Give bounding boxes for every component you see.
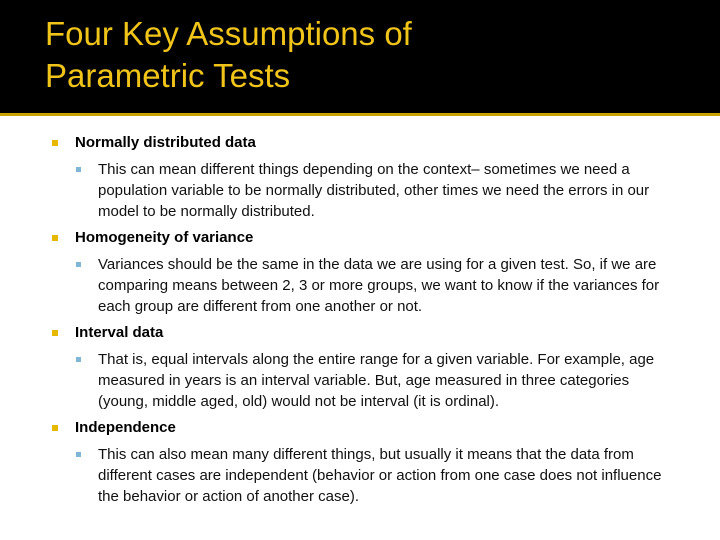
- sub-bullet-text: Variances should be the same in the data we are using for a given test. So, if we are comparing means between 2, 3 or more groups, we want to know if the variances for each group are different from one another or not.: [98, 256, 660, 315]
- bullet-item-independence: [50, 418, 682, 438]
- sub-bullet-independence: [50, 444, 682, 507]
- sub-bullet-text: That is, equal intervals along the entire range for a given variable. For example, age measured in years is an interval variable. But, age measured in three categories (young, middle aged, old) would not be interval (it is ordinal).: [98, 351, 655, 410]
- bullet-heading: Interval data: [75, 324, 164, 341]
- square-bullet-icon: [52, 330, 58, 336]
- bullet-heading: Homogeneity of variance: [75, 229, 254, 246]
- bullet-heading: Normally distributed data: [75, 134, 256, 151]
- sub-bullet-text: This can mean different things depending on the context– sometimes we need a population variable to be normally distributed, other times we need the errors in our model to be normally distributed.: [98, 161, 650, 220]
- slide-title: [45, 13, 685, 97]
- square-bullet-icon: [76, 452, 81, 457]
- sub-bullet-normality: [50, 159, 682, 222]
- square-bullet-icon: [52, 140, 58, 146]
- square-bullet-icon: [52, 425, 58, 431]
- bullet-item-normality: [50, 133, 682, 153]
- square-bullet-icon: [76, 357, 81, 362]
- sub-bullet-homogeneity: [50, 254, 682, 317]
- title-divider: [0, 113, 720, 116]
- bullet-list: [50, 133, 682, 513]
- bullet-item-homogeneity: [50, 228, 682, 248]
- slide-title-line-2: Parametric Tests: [45, 57, 291, 94]
- slide-title-line-1: Four Key Assumptions of: [45, 15, 412, 52]
- sub-bullet-interval: [50, 349, 682, 412]
- sub-bullet-text: This can also mean many different things, but usually it means that the data from different cases are independent (behavior or action from one case does not influence the behavior or action of another case).: [98, 446, 662, 505]
- bullet-heading: Independence: [75, 419, 176, 436]
- bullet-item-interval: [50, 323, 682, 343]
- square-bullet-icon: [52, 235, 58, 241]
- square-bullet-icon: [76, 167, 81, 172]
- square-bullet-icon: [76, 262, 81, 267]
